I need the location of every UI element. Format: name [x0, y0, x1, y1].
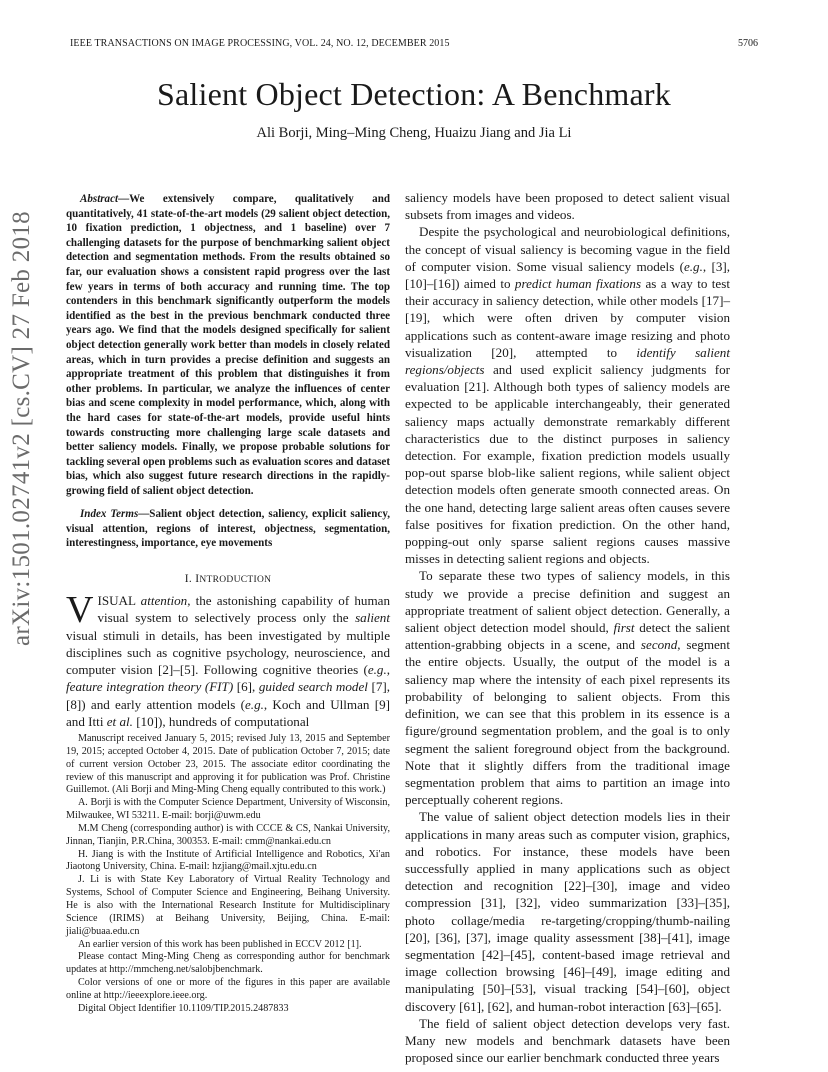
section-heading: I. INTRODUCTION — [184, 573, 272, 585]
right-column-body — [405, 189, 730, 1066]
footnote: H. Jiang is with the Institute of Artificial Intelligence and Robotics, Xi'an Jiaotong University, China. E-mail: hzjiang@mail.xjtu.edu.cn — [66, 848, 390, 873]
body-paragraph: To separate these two types of saliency models, in this study we provide a precise definition and suggest an appropriate treatment of salient object detection. Generally, a salient object detection model should, first detect the salient attention-grabbing objects in a scene, and second, segment the entire objects. Usually, the output of the model is a saliency map where the intensity of each pixel represents its probability of belonging to salient objects. From this definition, we can see that this problem in its essence is a figure/ground segmentation problem, and the goal is to only segment the salient foreground object from the background. Note that it slightly differs from the traditional image segmentation problem that aims to partition an image into perceptually coherent regions. — [405, 568, 730, 808]
abstract-text: —We extensively compare, qualitatively and quantitatively, 41 state-of-the-art models (29 salient object detection, 10 fixation prediction, 1 objectness, and 1 baseline) over 7 challenging datasets for the purpose of benchmarking salient object detection and segmentation methods. From the results obtained so far, our evaluation shows a consistent rapid progress over the last few years in terms of both accuracy and running time. The top contenders in this benchmark significantly outperform the models identified as the best in the previous benchmark conducted three years ago. We find that the models designed specifically for salient object detection generally work better than models in closely related areas, which in turn provides a precise definition and suggests an appropriate treatment of this problem that distinguishes it from other problems. In particular, we analyze the influences of center bias and scene complexity in model performance, which, along with the hard cases for state-of-the-art models, provide useful hints towards constructing more challenging large scale datasets and better saliency models. Finally, we propose probable solutions for tackling several open problems such as evaluation scores and dataset bias, which also suggest future research directions in the rapidly-growing field of salient object detection. — [66, 193, 390, 497]
footnote: Please contact Ming-Ming Cheng as corresponding author for benchmark updates at http://mmcheng.net/salobjbenchmark. — [66, 951, 390, 976]
footnote: An earlier version of this work has been published in ECCV 2012 [1]. — [78, 938, 362, 950]
page-number: 5706 — [738, 38, 758, 49]
index-terms-label: Index Terms — [80, 508, 139, 520]
body-paragraph: The field of salient object detection develops very fast. Many new models and benchmark datasets have been proposed since our earlier benchmark conducted three years — [405, 1015, 730, 1066]
footnotes — [66, 733, 390, 1016]
abstract — [66, 192, 390, 498]
index-terms — [66, 507, 390, 551]
journal-header: IEEE TRANSACTIONS ON IMAGE PROCESSING, VOL. 24, NO. 12, DECEMBER 2015 — [70, 38, 450, 49]
drop-cap: V — [66, 589, 94, 631]
footnote: J. Li is with State Key Laboratory of Virtual Reality Technology and Systems, School of Computer Science and Engineering, Beihang University. He is also with the International Research Institute for Multidisciplinary Science (IRIMS) at Beihang University, Beijing, China. E-mail: jiali@buaa.edu.cn — [66, 874, 390, 937]
footnote: Digital Object Identifier 10.1109/TIP.2015.2487833 — [78, 1002, 289, 1014]
index-terms-text: —Salient object detection, saliency, explicit saliency, visual attention, regions of interest, objectness, segmentation, interestingness, importance, eye movements — [66, 508, 390, 550]
abstract-label: Abstract — [80, 193, 119, 205]
introduction-paragraph: VISUAL attention, the astonishing capability of human visual system to selectively process only the salient visual stimuli in details, has been investigated by multiple disciplines such as cognitive psychology, neuroscience, and computer vision [2]–[5]. Following cognitive theories (e.g., feature integration theory (FIT) [6], guided search model [7], [8]) and early attention models (e.g., Koch and Ullman [9] and Itti et al. [10]), hundreds of computational — [66, 589, 391, 730]
body-paragraph: Despite the psychological and neurobiological definitions, the concept of visual saliency is becoming vague in the field of computer vision. Some visual saliency models (e.g., [3], [10]–[16]) aimed to predict human fixations as a way to test their accuracy in saliency detection, while other models [17]–[19], which were often driven by computer vision applications such as content-aware image resizing and photo visualization [20], attempted to identify salient regions/objects and used explicit saliency judgments for evaluation [21]. Although both types of saliency models are expected to be applicable interchangeably, their generated saliency maps actually demonstrate remarkably different characteristics due to the distinct purposes in saliency detection. For example, fixation prediction models usually pop-out sparse blob-like salient regions, while salient object detection models often generate smooth connected areas. On the one hand, detecting large salient areas often causes severe false positives for fixation prediction. On the other hand, popping-out only sparse salient regions causes massive misses in detecting salient regions and objects. — [405, 224, 730, 567]
footnote: Manuscript received January 5, 2015; revised July 13, 2015 and September 19, 2015; accepted October 4, 2015. Date of publication October 7, 2015; date of current version October 23, 2015. The associate editor coordinating the review of this manuscript and approving it for publication was Prof. Christine Guillemot. (Ali Borji and Ming-Ming Cheng equally contributed to this work.) — [66, 733, 390, 796]
footnote: A. Borji is with the Computer Science Department, University of Wisconsin, Milwaukee, WI 53211. E-mail: borji@uwm.edu — [66, 797, 390, 822]
body-paragraph: The value of salient object detection models lies in their applications in many areas such as computer vision, graphics, and robotics. For instance, these models have been successfully applied in many applications such as object detection and recognition [22]–[30], image and video compression [31], [32], video summarization [33]–[35], photo collage/media re-targeting/cropping/thumb-nailing [20], [36], [37], image quality assessment [38]–[41], image segmentation [42]–[45], content-based image retrieval and image collection browsing [46]–[49], image editing and manipulating [50]–[53], visual tracking [54]–[60], object discovery [61], [62], and human-robot interaction [63]–[65]. — [405, 809, 730, 1014]
arxiv-identifier: arXiv:1501.02741v2 [cs.CV] 27 Feb 2018 — [8, 211, 35, 646]
footnote: M.M Cheng (corresponding author) is with CCCE & CS, Nankai University, Jinnan, Tianjin, P.R.China, 300353. E-mail: cmm@nankai.edu.cn — [66, 822, 390, 847]
footnote: Color versions of one or more of the figures in this paper are available online at http://ieeexplore.ieee.org. — [66, 977, 390, 1001]
body-paragraph: saliency models have been proposed to detect salient visual subsets from images and videos. — [405, 190, 730, 223]
paper-title: Salient Object Detection: A Benchmark — [157, 76, 671, 112]
author-list: Ali Borji, Ming–Ming Cheng, Huaizu Jiang and Jia Li — [256, 125, 572, 141]
